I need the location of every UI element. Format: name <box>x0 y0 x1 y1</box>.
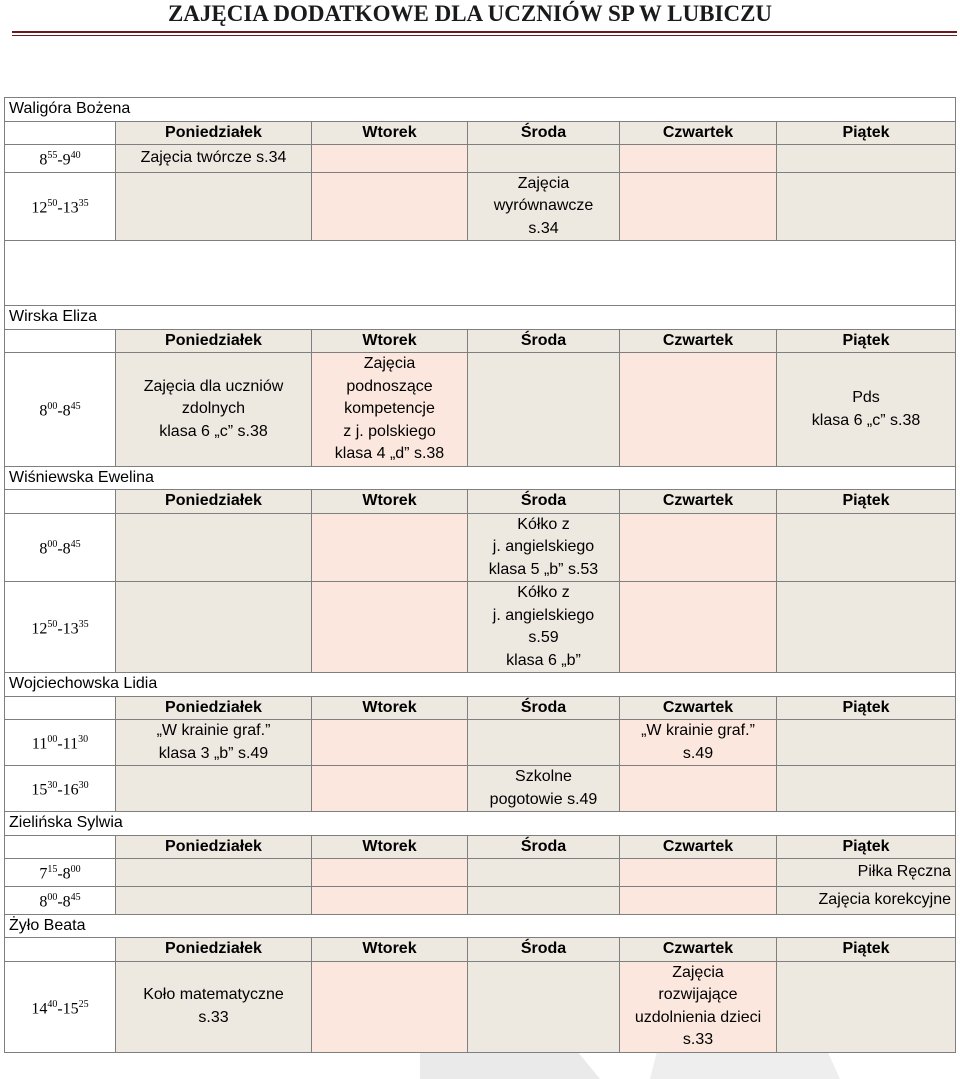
day-header: Poniedziałek <box>116 938 312 962</box>
title-rule-thin <box>12 35 957 36</box>
time-end-hour: 13 <box>62 199 79 217</box>
time-start-min: 00 <box>47 892 58 904</box>
header-blank <box>5 696 116 720</box>
time-start-hour: 12 <box>31 620 48 638</box>
section-gap <box>5 241 956 306</box>
activity-cell <box>312 961 468 1052</box>
time-start-min: 00 <box>47 401 58 413</box>
time-start-min: 00 <box>47 539 58 551</box>
day-header: Piątek <box>777 329 956 353</box>
time-start-min: 50 <box>47 618 58 630</box>
time-slot <box>5 582 116 673</box>
activity-cell <box>312 766 468 812</box>
activity-cell <box>620 582 777 673</box>
teacher-name: Wirska Eliza <box>5 306 956 330</box>
teacher-name: Waligóra Bożena <box>5 98 956 122</box>
title-rule <box>12 31 957 33</box>
activity-cell: „W krainie graf.” klasa 3 „b” s.49 <box>116 720 312 766</box>
day-header: Środa <box>468 938 620 962</box>
day-header: Czwartek <box>620 490 777 514</box>
activity-cell <box>116 887 312 915</box>
activity-cell: Zajęcia wyrównawcze s.34 <box>468 172 620 241</box>
time-end-hour: 16 <box>62 781 79 799</box>
day-header: Piątek <box>777 696 956 720</box>
header-blank <box>5 329 116 353</box>
time-slot <box>5 513 116 582</box>
activity-cell: Zajęcia twórcze s.34 <box>116 145 312 173</box>
time-end-hour: 15 <box>62 999 79 1017</box>
activity-cell <box>468 353 620 467</box>
time-start-min: 50 <box>47 198 58 210</box>
activity-cell <box>312 720 468 766</box>
time-end-min: 35 <box>78 198 89 210</box>
day-header: Wtorek <box>312 121 468 145</box>
time-end-min: 25 <box>78 998 89 1010</box>
activity-cell: Kółko z j. angielskiego klasa 5 „b” s.53 <box>468 513 620 582</box>
day-header: Piątek <box>777 121 956 145</box>
activity-cell: Zajęcia dla uczniów zdolnych klasa 6 „c” s.38 <box>116 353 312 467</box>
time-slot <box>5 145 116 173</box>
activity-cell <box>468 961 620 1052</box>
time-end-hour: 8 <box>62 402 71 420</box>
time-end-hour: 13 <box>62 620 79 638</box>
activity-cell <box>312 172 468 241</box>
activity-cell <box>777 961 956 1052</box>
time-end-hour: 8 <box>62 540 71 558</box>
time-slot <box>5 172 116 241</box>
activity-cell <box>777 513 956 582</box>
day-header: Czwartek <box>620 696 777 720</box>
header-blank <box>5 490 116 514</box>
time-slot <box>5 720 116 766</box>
time-dash: - <box>57 151 63 169</box>
activity-cell <box>777 766 956 812</box>
activity-cell <box>312 859 468 887</box>
time-end-min: 45 <box>70 401 81 413</box>
activity-cell <box>312 513 468 582</box>
time-start-min: 00 <box>47 734 58 746</box>
activity-cell: Zajęcia podnoszące kompetencje z j. polskiego klasa 4 „d” s.38 <box>312 353 468 467</box>
time-dash: - <box>57 199 63 217</box>
day-header: Czwartek <box>620 329 777 353</box>
activity-cell <box>116 766 312 812</box>
time-dash: - <box>57 735 63 753</box>
time-dash: - <box>57 999 63 1017</box>
activity-cell: „W krainie graf.” s.49 <box>620 720 777 766</box>
activity-cell: Kółko z j. angielskiego s.59 klasa 6 „b” <box>468 582 620 673</box>
activity-cell <box>777 720 956 766</box>
teacher-name: Zielińska Sylwia <box>5 812 956 836</box>
activity-cell <box>468 145 620 173</box>
day-header: Poniedziałek <box>116 329 312 353</box>
time-end-min: 40 <box>70 150 81 161</box>
header-blank <box>5 121 116 145</box>
day-header: Czwartek <box>620 835 777 859</box>
time-start-min: 30 <box>47 780 58 792</box>
time-start-min: 55 <box>47 150 58 161</box>
day-header: Poniedziałek <box>116 696 312 720</box>
header-blank <box>5 835 116 859</box>
teacher-name: Żyło Beata <box>5 914 956 938</box>
time-start-min: 15 <box>47 864 58 876</box>
activity-cell <box>620 145 777 173</box>
day-header: Środa <box>468 696 620 720</box>
activity-cell <box>116 172 312 241</box>
day-header: Poniedziałek <box>116 835 312 859</box>
time-start-hour: 8 <box>39 540 48 558</box>
activity-cell <box>777 582 956 673</box>
activity-cell <box>468 887 620 915</box>
day-header: Wtorek <box>312 938 468 962</box>
time-slot <box>5 887 116 915</box>
time-end-min: 00 <box>70 864 81 876</box>
time-dash: - <box>57 865 63 883</box>
day-header: Poniedziałek <box>116 121 312 145</box>
activity-cell <box>620 353 777 467</box>
activity-cell <box>620 172 777 241</box>
day-header: Wtorek <box>312 696 468 720</box>
header-blank <box>5 938 116 962</box>
time-start-hour: 8 <box>39 402 48 420</box>
day-header: Wtorek <box>312 835 468 859</box>
activity-cell <box>620 766 777 812</box>
activity-cell: Szkolne pogotowie s.49 <box>468 766 620 812</box>
activity-cell <box>312 145 468 173</box>
activity-cell <box>116 582 312 673</box>
time-start-hour: 14 <box>31 999 48 1017</box>
activity-cell <box>468 720 620 766</box>
day-header: Wtorek <box>312 329 468 353</box>
time-end-hour: 9 <box>62 151 71 169</box>
page-title: ZAJĘCIA DODATKOWE DLA UCZNIÓW SP W LUBICZU <box>167 1 773 26</box>
time-end-hour: 11 <box>62 735 79 753</box>
time-start-hour: 8 <box>39 893 48 911</box>
activity-cell: Zajęcia korekcyjne <box>777 887 956 915</box>
activity-cell <box>777 172 956 241</box>
time-dash: - <box>57 540 63 558</box>
time-end-min: 35 <box>78 618 89 630</box>
day-header: Poniedziałek <box>116 490 312 514</box>
time-end-min: 30 <box>78 734 89 746</box>
activity-cell <box>116 513 312 582</box>
day-header: Piątek <box>777 835 956 859</box>
time-end-min: 45 <box>70 892 81 904</box>
time-start-hour: 15 <box>31 781 48 799</box>
activity-cell <box>620 859 777 887</box>
time-start-min: 40 <box>47 998 58 1010</box>
time-dash: - <box>57 781 63 799</box>
activity-cell <box>312 887 468 915</box>
time-end-hour: 8 <box>62 865 71 883</box>
time-end-min: 30 <box>78 780 89 792</box>
day-header: Piątek <box>777 490 956 514</box>
time-start-hour: 7 <box>39 865 48 883</box>
time-start-hour: 8 <box>39 151 48 169</box>
day-header: Środa <box>468 490 620 514</box>
time-start-hour: 12 <box>31 199 48 217</box>
activity-cell <box>620 513 777 582</box>
day-header: Środa <box>468 835 620 859</box>
activity-cell <box>312 582 468 673</box>
schedule-table <box>4 97 956 1053</box>
day-header: Czwartek <box>620 121 777 145</box>
time-slot <box>5 859 116 887</box>
activity-cell: Piłka Ręczna <box>777 859 956 887</box>
time-start-hour: 11 <box>31 735 48 753</box>
time-slot <box>5 766 116 812</box>
time-dash: - <box>57 893 63 911</box>
day-header: Czwartek <box>620 938 777 962</box>
activity-cell <box>468 859 620 887</box>
activity-cell: Pds klasa 6 „c” s.38 <box>777 353 956 467</box>
teacher-name: Wiśniewska Ewelina <box>5 466 956 490</box>
time-end-min: 45 <box>70 539 81 551</box>
time-slot <box>5 961 116 1052</box>
activity-cell: Koło matematyczne s.33 <box>116 961 312 1052</box>
time-slot <box>5 353 116 467</box>
activity-cell: Zajęcia rozwijające uzdolnienia dzieci s.33 <box>620 961 777 1052</box>
day-header: Wtorek <box>312 490 468 514</box>
time-dash: - <box>57 620 63 638</box>
day-header: Środa <box>468 121 620 145</box>
activity-cell <box>620 887 777 915</box>
activity-cell <box>777 145 956 173</box>
day-header: Środa <box>468 329 620 353</box>
activity-cell <box>116 859 312 887</box>
teacher-name: Wojciechowska Lidia <box>5 673 956 697</box>
time-dash: - <box>57 402 63 420</box>
time-end-hour: 8 <box>62 893 71 911</box>
day-header: Piątek <box>777 938 956 962</box>
